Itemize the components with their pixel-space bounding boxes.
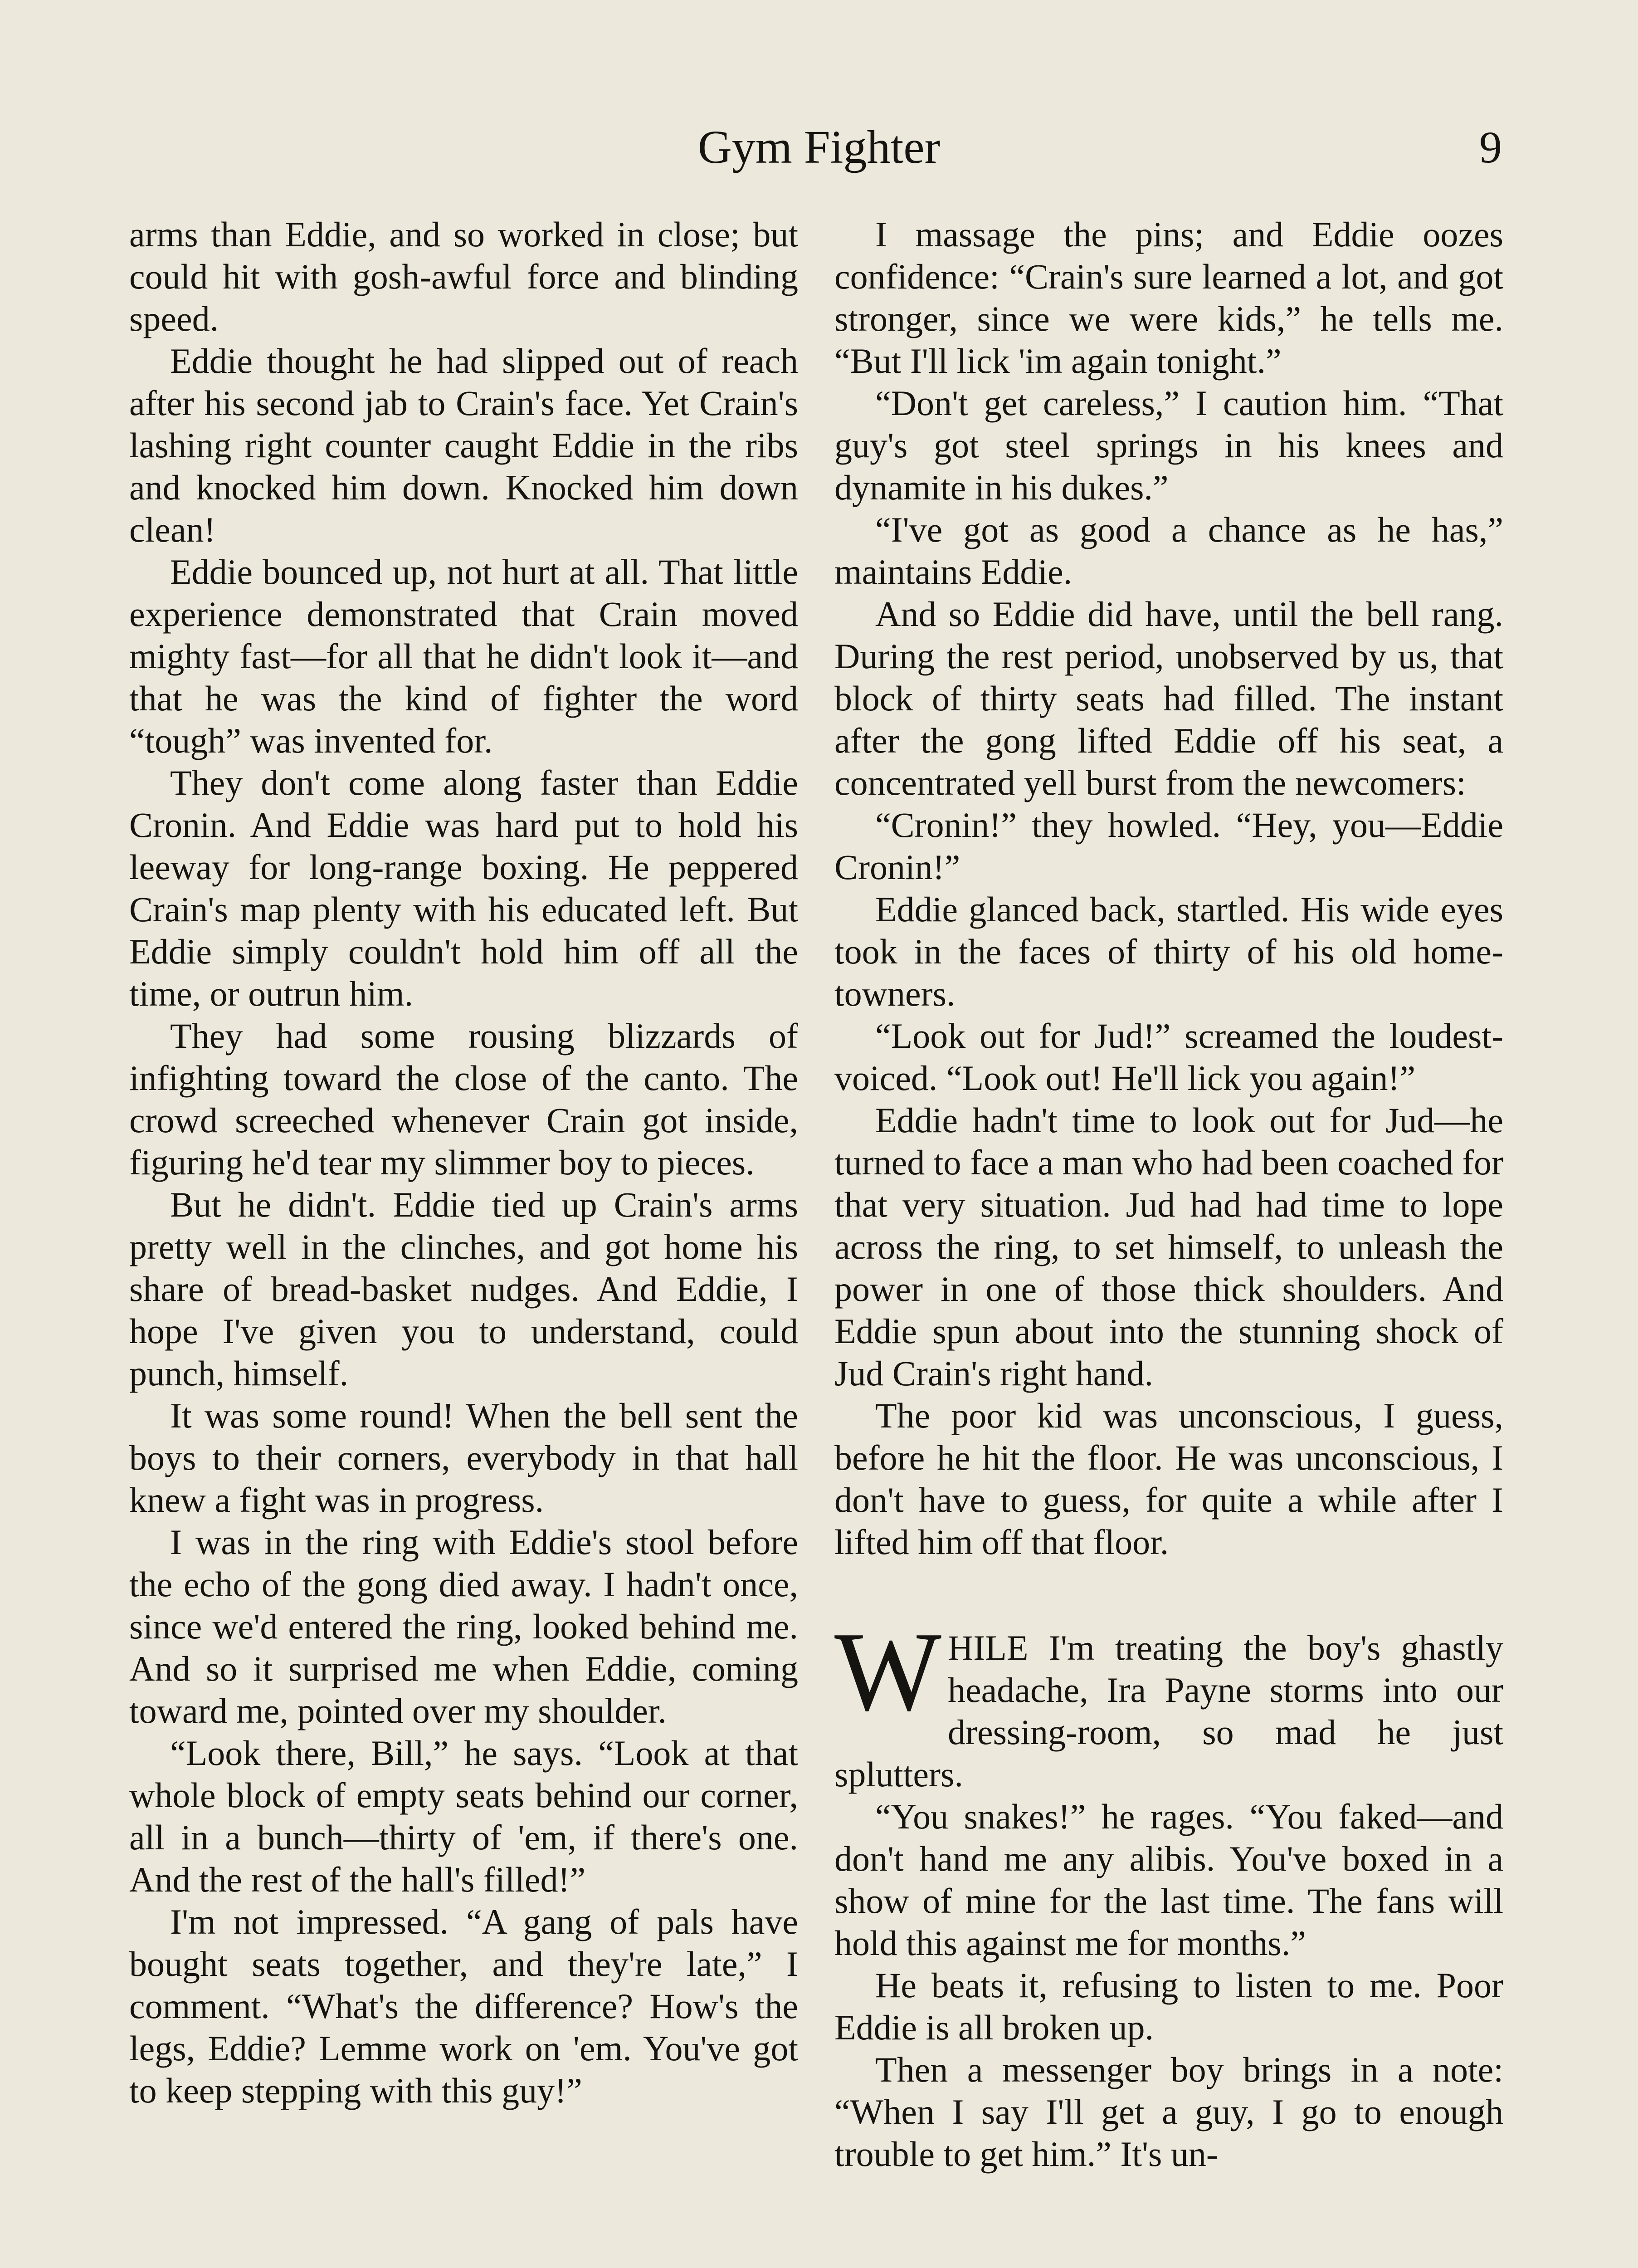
paragraph: It was some round! When the bell sent the boys to their corners, everybody in that hall knew a fight was in progress. [129, 1396, 798, 1520]
paragraph: I'm not impressed. “A gang of pals have bought seats together, and they're late,” I comment. “What's the difference? How's the legs, Eddie? Lemme work on 'em. You've got to keep stepping with this guy!” [129, 1902, 798, 2110]
paragraph: “You snakes!” he rages. “You faked—and don't hand me any alibis. You've boxed in a show of mine for the last time. The fans will hold this against me for months.” [834, 1797, 1503, 1963]
page-header [0, 118, 1638, 177]
paragraph: I massage the pins; and Eddie oozes confidence: “Crain's sure learned a lot, and got stronger, since we were kids,” he tells me. “But I'll lick 'im again tonight.” [834, 215, 1503, 381]
paragraph: The poor kid was unconscious, I guess, before he hit the floor. He was unconscious, I don't have to guess, for quite a while after I lifted him off that floor. [834, 1396, 1503, 1562]
left-column [129, 213, 798, 2268]
paragraph: Eddie glanced back, startled. His wide eyes took in the faces of thirty of his old home-towners. [834, 890, 1503, 1013]
paragraph: But he didn't. Eddie tied up Crain's arms pretty well in the clinches, and got home his share of bread-basket nudges. And Eddie, I hope I've given you to understand, could punch, himself. [129, 1185, 798, 1393]
paragraph: He beats it, refusing to listen to me. Poor Eddie is all broken up. [834, 1965, 1503, 2047]
paragraph: Then a messenger boy brings in a note: “When I say I'll get a guy, I go to enough trouble to get him.” It's un- [834, 2050, 1503, 2174]
paragraph: “Look there, Bill,” he says. “Look at that whole block of empty seats behind our corner, all in a bunch—thirty of 'em, if there's one. And the rest of the hall's filled!” [129, 1733, 798, 1899]
paragraph: “I've got as good a chance as he has,” maintains Eddie. [834, 510, 1503, 591]
section-opening-paragraph [834, 1609, 1503, 1795]
paragraph: Eddie bounced up, not hurt at all. That little experience demonstrated that Crain moved mighty fast—for all that he didn't look it—and that he was the kind of fighter the word “tough” was invented for. [129, 552, 798, 760]
paragraph: arms than Eddie, and so worked in close; but could hit with gosh-awful force and blinding speed. [129, 215, 798, 338]
right-column [834, 213, 1503, 2268]
paragraph: “Don't get careless,” I caution him. “That guy's got steel springs in his knees and dynamite in his dukes.” [834, 383, 1503, 507]
running-title: Gym Fighter [697, 121, 941, 173]
paragraph: Eddie thought he had slipped out of reach after his second jab to Crain's face. Yet Crain's lashing right counter caught Eddie in the ribs and knocked him down. Knocked him down clean! [129, 341, 798, 549]
paragraph: They don't come along faster than Eddie Cronin. And Eddie was hard put to hold his leeway for long-range boxing. He peppered Crain's map plenty with his educated left. But Eddie simply couldn't hold him off all the time, or outrun him. [129, 763, 798, 1013]
paragraph: “Look out for Jud!” screamed the loudest-voiced. “Look out! He'll lick you again!” [834, 1016, 1503, 1098]
paragraph: Eddie hadn't time to look out for Jud—he turned to face a man who had been coached for that very situation. Jud had had time to lope across the ring, to set himself, to unleash the power in one of those thick shoulders. And Eddie spun about into the stunning shock of Jud Crain's right hand. [834, 1100, 1503, 1393]
paragraph: “Cronin!” they howled. “Hey, you—Eddie Cronin!” [834, 805, 1503, 887]
paragraph: And so Eddie did have, until the bell rang. During the rest period, unobserved by us, that block of thirty seats had filled. The instant after the gong lifted Eddie off his seat, a concentrated yell burst from the newcomers: [834, 594, 1503, 802]
page-number: 9 [1479, 122, 1502, 172]
drop-cap: W [834, 1609, 941, 1735]
paragraph: I was in the ring with Eddie's stool before the echo of the gong died away. I hadn't once, since we'd entered the ring, looked behind me. And so it surprised me when Eddie, coming toward me, pointed over my shoulder. [129, 1522, 798, 1730]
paragraph: They had some rousing blizzards of infighting toward the close of the canto. The crowd screeched whenever Crain got inside, figuring he'd tear my slimmer boy to pieces. [129, 1016, 798, 1182]
paragraph-text: HILE I'm treating the boy's ghastly headache, Ira Payne storms into our dressing-room, so mad he just splutters. [834, 1628, 1503, 1794]
